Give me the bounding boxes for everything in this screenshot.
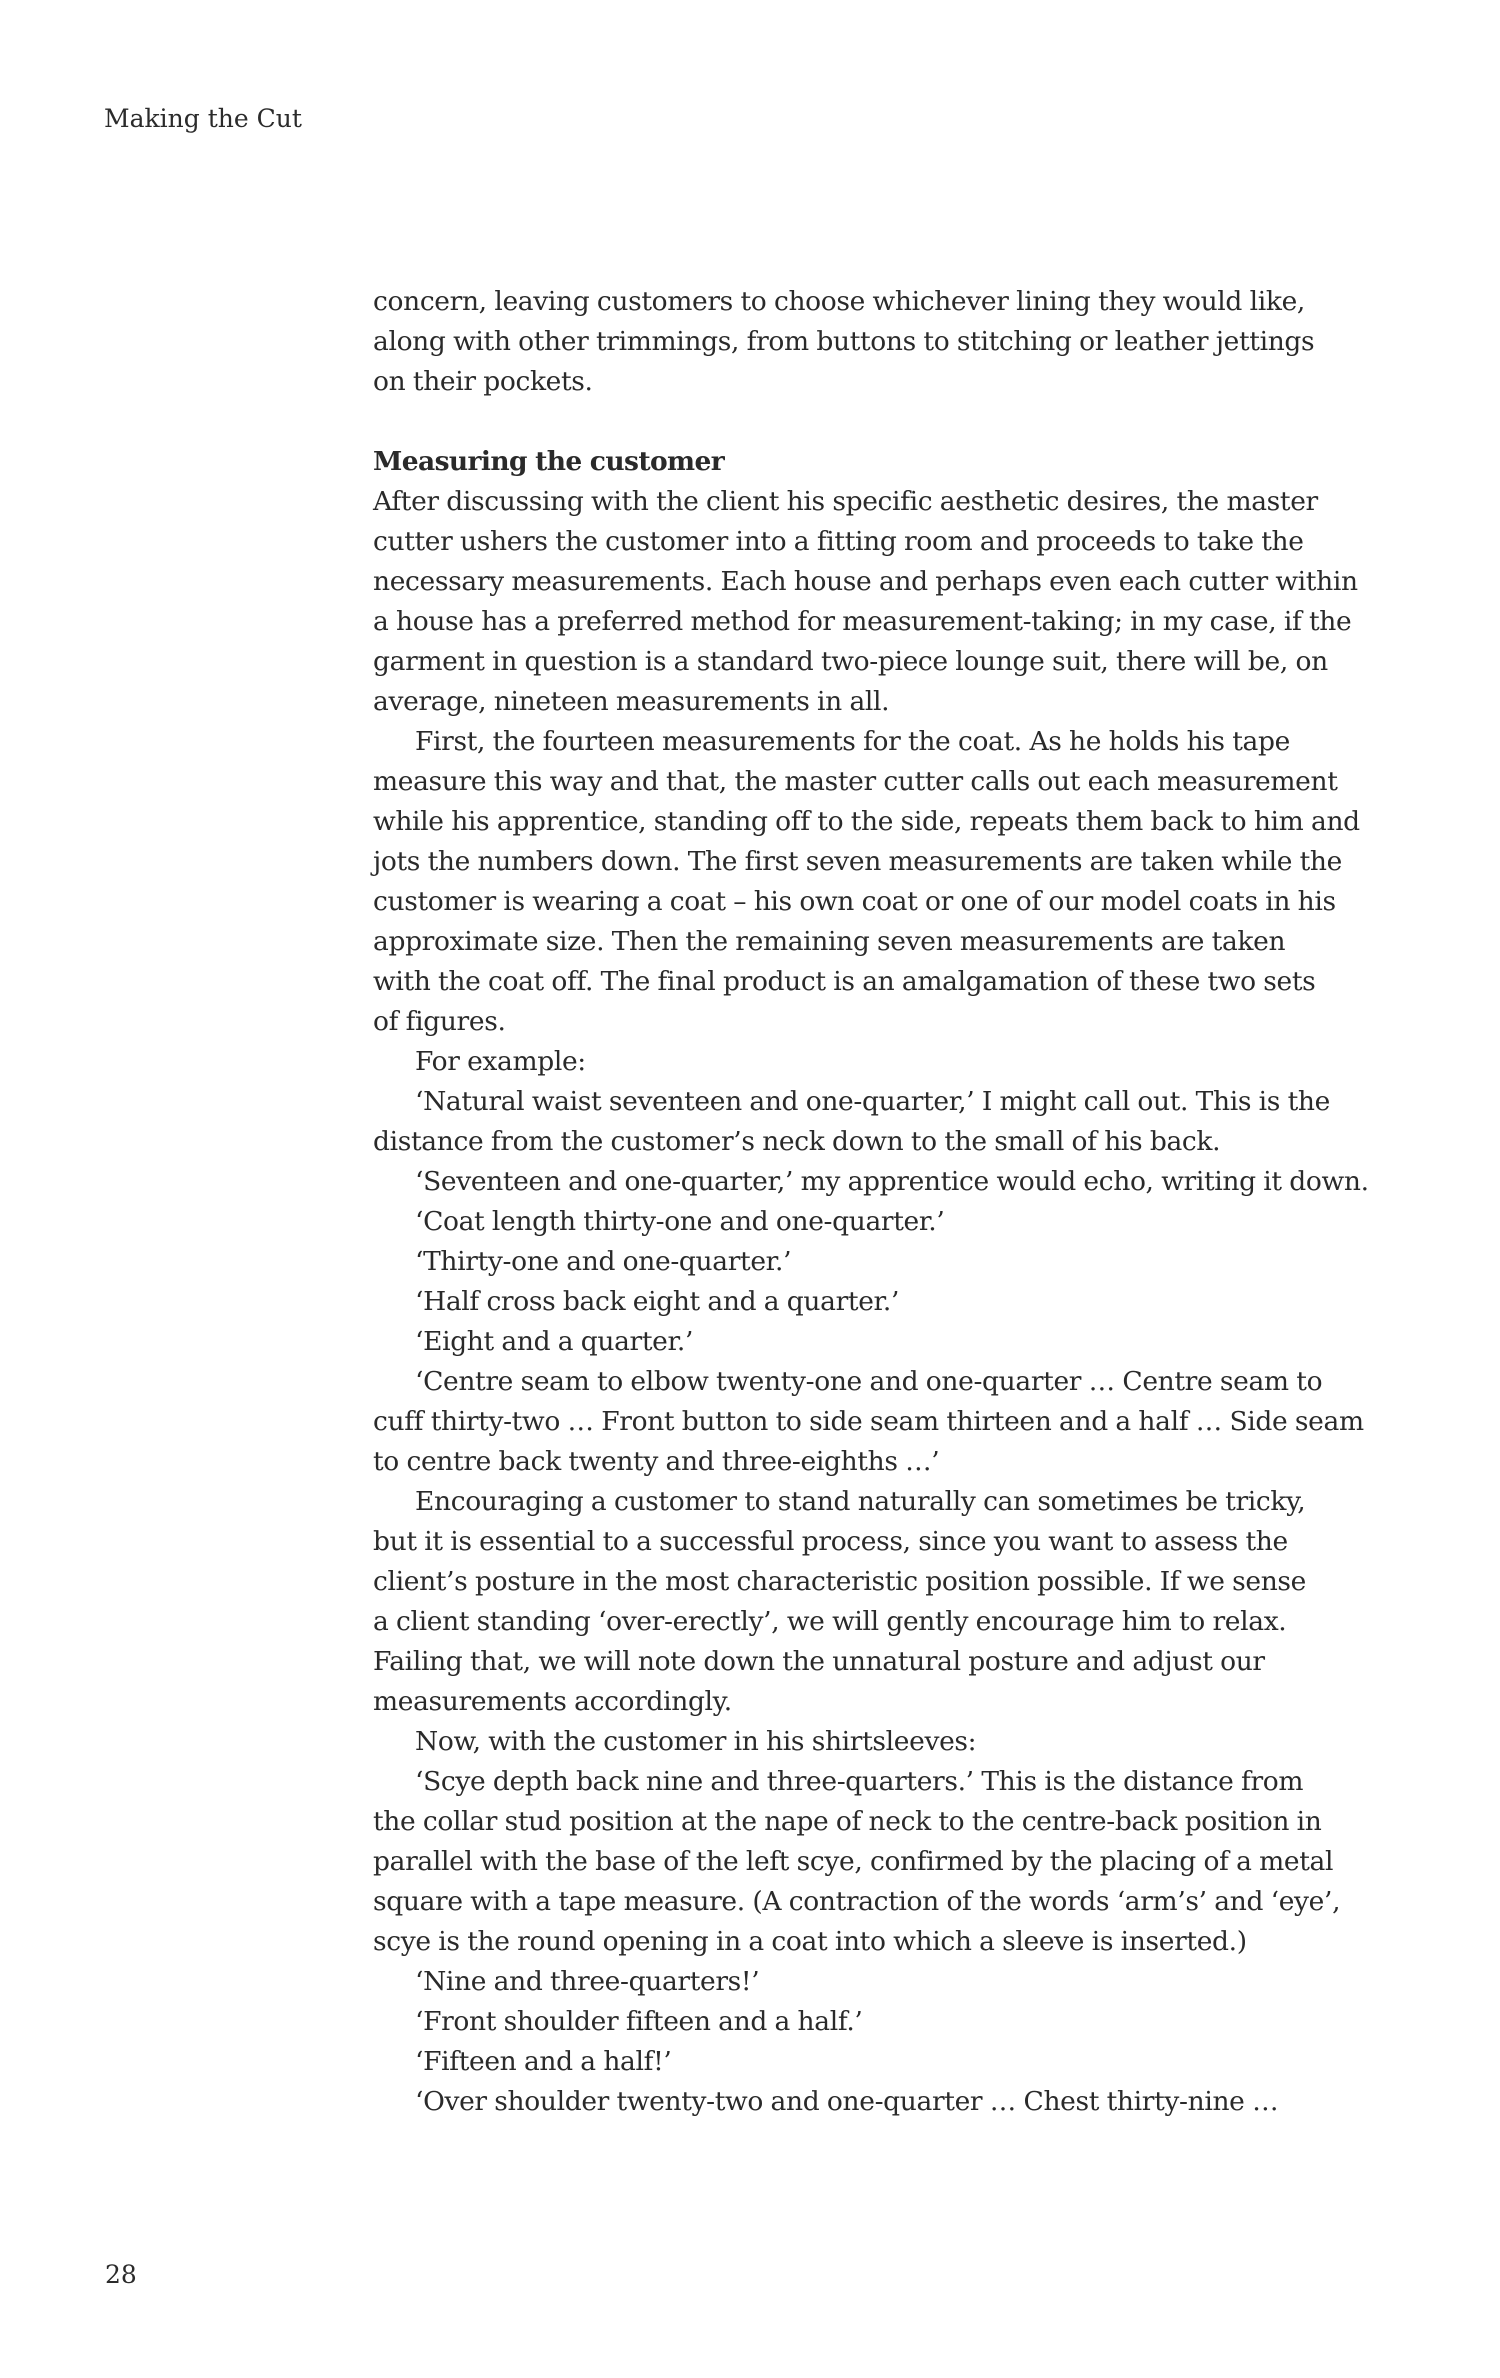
- text-line: on their pockets.: [373, 366, 593, 397]
- section-heading: Measuring the customer: [373, 446, 725, 477]
- text-line: concern, leaving customers to choose whichever lining they would like,: [373, 286, 1305, 317]
- paragraph: [373, 2082, 1403, 2122]
- paragraph: [373, 2002, 1403, 2042]
- text-line: ‘Thirty-one and one-quarter.’: [415, 1246, 792, 1277]
- paragraph: [373, 1202, 1403, 1242]
- paragraph: [373, 1482, 1403, 1722]
- text-line: measurements accordingly.: [373, 1686, 732, 1717]
- page-number: 28: [105, 2260, 137, 2289]
- text-line: ‘Over shoulder twenty-two and one-quarter … Chest thirty-nine …: [415, 2086, 1279, 2117]
- text-line: Encouraging a customer to stand naturally can sometimes be tricky,: [415, 1486, 1306, 1517]
- text-line: along with other trimmings, from buttons to stitching or leather jettings: [373, 326, 1315, 357]
- text-line: Failing that, we will note down the unnatural posture and adjust our: [373, 1646, 1265, 1677]
- text-line: After discussing with the client his specific aesthetic desires, the master: [373, 486, 1318, 517]
- text-line: ‘Scye depth back nine and three-quarters.’ This is the distance from: [415, 1766, 1304, 1797]
- paragraph: [373, 1042, 1403, 1082]
- text-line: a client standing ‘over-erectly’, we will gently encourage him to relax.: [373, 1606, 1287, 1637]
- text-line: approximate size. Then the remaining seven measurements are taken: [373, 926, 1286, 957]
- text-line: cutter ushers the customer into a fitting room and proceeds to take the: [373, 526, 1304, 557]
- text-line: average, nineteen measurements in all.: [373, 686, 890, 717]
- paragraph: [373, 2042, 1403, 2082]
- text-line: jots the numbers down. The first seven measurements are taken while the: [373, 846, 1342, 877]
- text-line: garment in question is a standard two-piece lounge suit, there will be, on: [373, 646, 1328, 677]
- running-head: Making the Cut: [104, 104, 302, 133]
- continued-paragraph: [373, 282, 1403, 402]
- text-line: Now, with the customer in his shirtsleeves:: [415, 1726, 977, 1757]
- paragraph: [373, 1362, 1403, 1482]
- text-line: distance from the customer’s neck down to the small of his back.: [373, 1126, 1221, 1157]
- text-line: square with a tape measure. (A contraction of the words ‘arm’s’ and ‘eye’,: [373, 1886, 1341, 1917]
- paragraph: [373, 1962, 1403, 2002]
- text-line: ‘Centre seam to elbow twenty-one and one-quarter … Centre seam to: [415, 1366, 1323, 1397]
- text-line: cuff thirty-two … Front button to side seam thirteen and a half … Side seam: [373, 1406, 1364, 1437]
- paragraph: [373, 1762, 1403, 1962]
- text-line: For example:: [415, 1046, 586, 1077]
- text-line: of figures.: [373, 1006, 506, 1037]
- text-line: with the coat off. The final product is an amalgamation of these two sets: [373, 966, 1316, 997]
- text-line: a house has a preferred method for measurement-taking; in my case, if the: [373, 606, 1352, 637]
- text-line: measure this way and that, the master cutter calls out each measurement: [373, 766, 1338, 797]
- text-line: ‘Front shoulder fifteen and a half.’: [415, 2006, 863, 2037]
- paragraph: [373, 482, 1403, 722]
- paragraph: [373, 1722, 1403, 1762]
- text-line: while his apprentice, standing off to the side, repeats them back to him and: [373, 806, 1360, 837]
- paragraph: [373, 722, 1403, 1042]
- text-line: scye is the round opening in a coat into which a sleeve is inserted.): [373, 1926, 1247, 1957]
- paragraph: [373, 1242, 1403, 1282]
- text-line: to centre back twenty and three-eighths …’: [373, 1446, 940, 1477]
- text-line: parallel with the base of the left scye, confirmed by the placing of a metal: [373, 1846, 1334, 1877]
- paragraph: [373, 1322, 1403, 1362]
- text-column: [373, 282, 1403, 2122]
- paragraph: [373, 1282, 1403, 1322]
- text-line: ‘Natural waist seventeen and one-quarter,’ I might call out. This is the: [415, 1086, 1330, 1117]
- paragraph: [373, 1162, 1403, 1202]
- text-line: necessary measurements. Each house and perhaps even each cutter within: [373, 566, 1358, 597]
- text-line: the collar stud position at the nape of neck to the centre-back position in: [373, 1806, 1322, 1837]
- text-line: First, the fourteen measurements for the coat. As he holds his tape: [415, 726, 1290, 757]
- text-line: ‘Seventeen and one-quarter,’ my apprentice would echo, writing it down.: [415, 1166, 1369, 1197]
- paragraph: [373, 1082, 1403, 1162]
- text-line: ‘Nine and three-quarters!’: [415, 1966, 760, 1997]
- text-line: client’s posture in the most characteristic position possible. If we sense: [373, 1566, 1307, 1597]
- section-gap: [373, 402, 1403, 442]
- text-line: ‘Half cross back eight and a quarter.’: [415, 1286, 900, 1317]
- text-line: ‘Fifteen and a half!’: [415, 2046, 672, 2077]
- text-line: ‘Eight and a quarter.’: [415, 1326, 694, 1357]
- text-line: but it is essential to a successful process, since you want to assess the: [373, 1526, 1288, 1557]
- text-line: customer is wearing a coat – his own coat or one of our model coats in his: [373, 886, 1336, 917]
- text-line: ‘Coat length thirty-one and one-quarter.’: [415, 1206, 945, 1237]
